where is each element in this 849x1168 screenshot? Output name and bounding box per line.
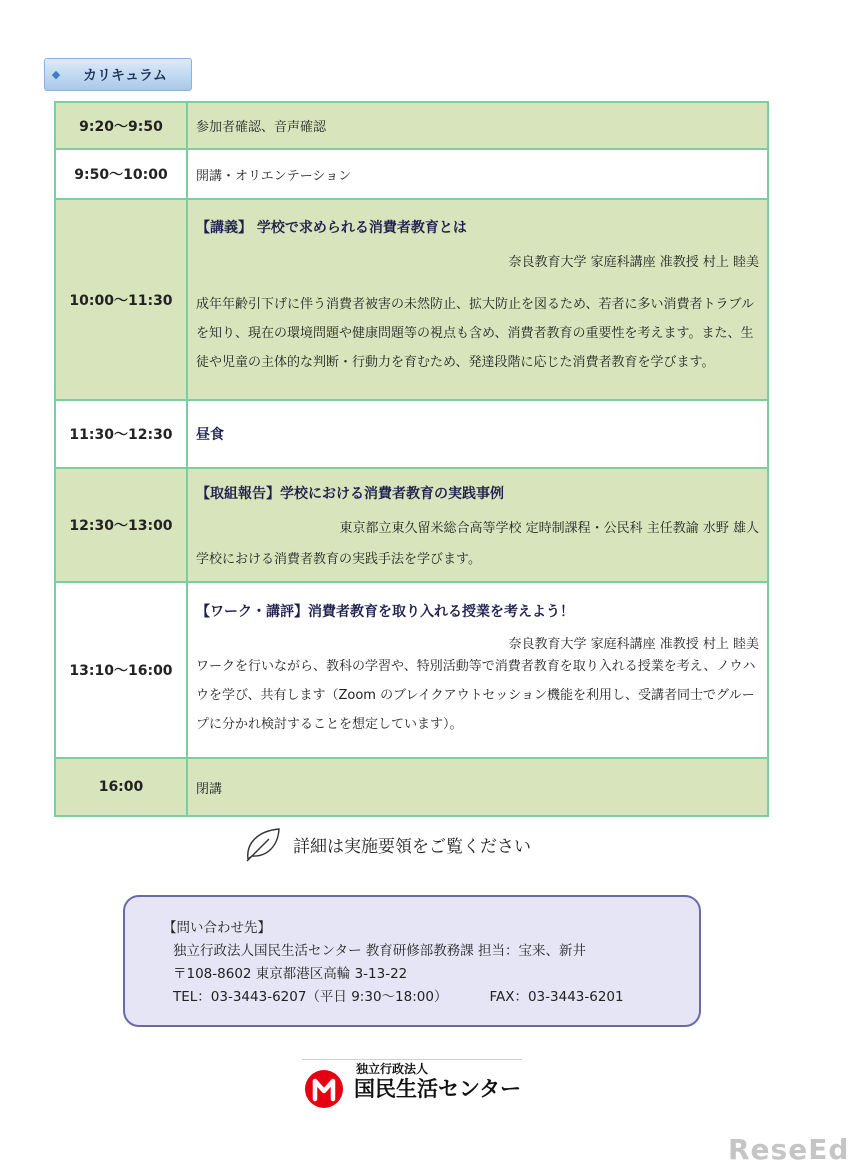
detail-note [243, 826, 531, 862]
diamond-icon: ◆ [51, 68, 61, 81]
row-content: 参加者確認、音声確認 [187, 102, 768, 149]
row-time: 16:00 [55, 758, 187, 816]
row-time: 9:20～9:50 [55, 102, 187, 149]
schedule-row [55, 582, 768, 758]
logo-mark-icon [304, 1069, 344, 1109]
session-description: ワークを行いながら、教科の学習や、特別活動等で消費者教育を取り入れる授業を考え、ノウハウを学び、共有します（Zoom のブレイクアウトセッション機能を利用し、受講者同士でグループに分かれ検討することを想定しています）。 [196, 659, 756, 732]
contact-fax: FAX：03-3443-6201 [489, 989, 624, 1005]
row-time: 12:30～13:00 [55, 468, 187, 582]
contact-phone-line [163, 986, 699, 1009]
note-text: 詳細は実施要領をご覧ください [293, 836, 531, 857]
schedule-row [55, 199, 768, 400]
session-title: 【ワーク・講評】消費者教育を取り入れる授業を考えよう！ [196, 604, 574, 620]
row-content [187, 468, 768, 582]
instructor: 東京都立東久留米総合高等学校 定時制課程・公民科 主任教諭 水野 雄人 [339, 521, 759, 536]
logo-org-type: 独立行政法人 [356, 1062, 429, 1076]
row-content: 開講・オリエンテーション [187, 149, 768, 199]
instructor: 奈良教育大学 家庭科講座 准教授 村上 睦美 [508, 637, 759, 652]
row-time: 10:00～11:30 [55, 199, 187, 400]
logo-org-name: 国民生活センター [354, 1077, 522, 1101]
section-tab [44, 58, 192, 91]
contact-organization: 独立行政法人国民生活センター 教育研修部教務課 担当：宝来、新井 [173, 943, 587, 959]
watermark: ReseEd [728, 1133, 849, 1166]
row-time: 13:10～16:00 [55, 582, 187, 758]
contact-tel: TEL：03-3443-6207（平日 9:30～18:00） [173, 989, 448, 1005]
row-time: 11:30～12:30 [55, 400, 187, 468]
schedule-row [55, 400, 768, 468]
schedule-row [55, 758, 768, 816]
session-title: 昼食 [196, 427, 224, 443]
curriculum-table [54, 101, 769, 817]
session-description: 学校における消費者教育の実践手法を学びます。 [196, 552, 481, 567]
contact-box [123, 895, 701, 1027]
schedule-row [55, 149, 768, 199]
contact-address: 〒108-8602 東京都港区高輪 3-13-22 [173, 966, 408, 982]
schedule-row [55, 102, 768, 149]
row-content [187, 199, 768, 400]
leaf-icon [243, 826, 283, 862]
instructor: 奈良教育大学 家庭科講座 准教授 村上 睦美 [508, 254, 759, 270]
contact-heading: 【問い合わせ先】 [163, 920, 271, 936]
section-title: カリキュラム [83, 67, 167, 84]
row-content [187, 582, 768, 758]
row-content [187, 400, 768, 468]
row-time: 9:50～10:00 [55, 149, 187, 199]
session-title: 【取組報告】学校における消費者教育の実践事例 [196, 486, 504, 502]
session-title: 【講義】 学校で求められる消費者教育とは [196, 219, 467, 236]
organization-logo [302, 1055, 524, 1109]
session-description: 成年年齢引下げに伴う消費者被害の未然防止、拡大防止を図るため、若者に多い消費者トラブルを知り、現在の環境問題や健康問題等の視点も含め、消費者教育の重要性を考えます。また、生徒や児童の主体的な判断・行動力を育むため、発達段階に応じた消費者教育を学びます。 [196, 296, 754, 370]
row-content: 閉講 [187, 758, 768, 816]
schedule-row [55, 468, 768, 582]
